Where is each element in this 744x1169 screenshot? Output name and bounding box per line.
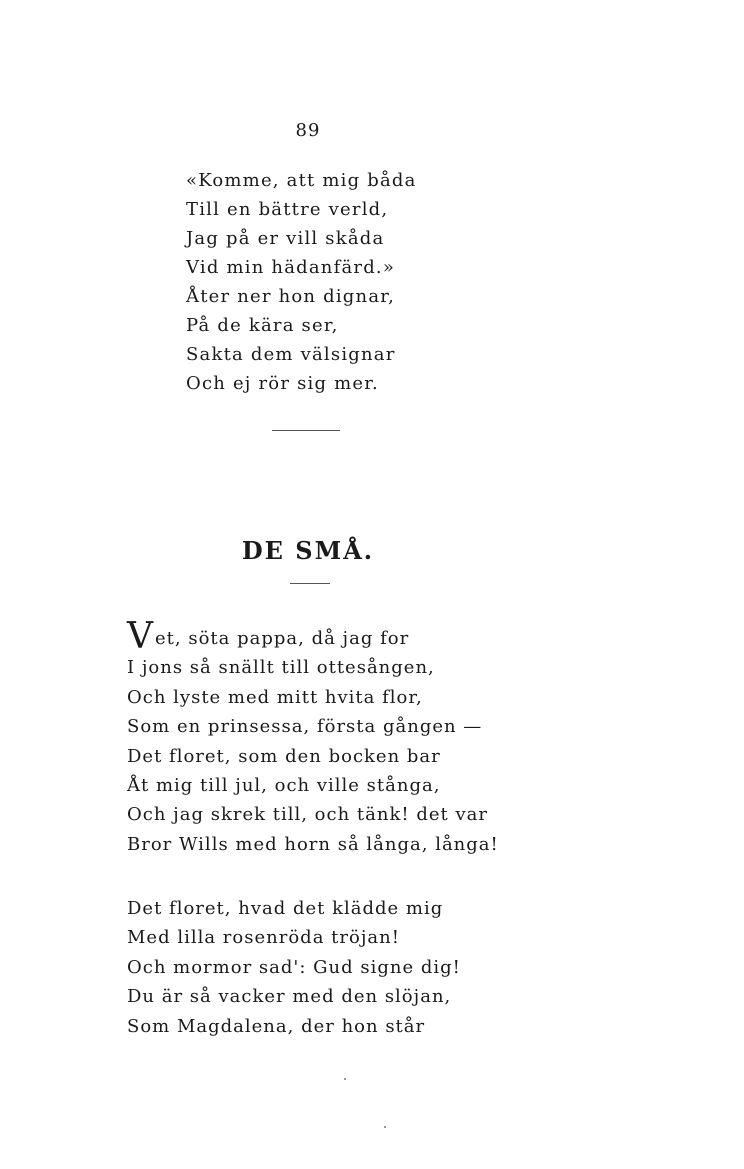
verse-line: Åter ner hon dignar, [186, 286, 396, 307]
drop-cap: V [127, 616, 154, 657]
verse-line: Åt mig till jul, och ville stånga, [127, 775, 441, 797]
verse-line: Jag på er vill skåda [186, 228, 385, 249]
verse-line: Med lilla rosenröda tröjan! [127, 927, 400, 949]
verse-line: På de kära ser, [186, 315, 339, 336]
verse-line-first [127, 616, 499, 657]
paper-speck [384, 1126, 386, 1128]
paper-speck [344, 1078, 346, 1080]
page-number: 89 [295, 120, 321, 141]
verse-line: Det floret, hvad det klädde mig [127, 898, 444, 919]
verse-line: «Komme, att mig båda [186, 170, 417, 191]
verse-line: Som en prinsessa, första gången — [127, 716, 483, 738]
verse-line: I jons så snällt till ottesången, [127, 657, 435, 679]
verse-line: Sakta dem välsignar [186, 344, 396, 365]
verse-line: Och lyste med mitt hvita flor, [127, 686, 423, 708]
previous-poem-stanza [186, 166, 417, 398]
title-divider [290, 583, 330, 584]
first-line-text: et, söta pappa, då jag for [155, 628, 410, 649]
verse-line: Till en bättre verld, [186, 199, 389, 220]
section-divider [272, 430, 340, 431]
verse-line: Bror Wills med horn så långa, långa! [127, 833, 499, 855]
poem-title: DE SMÅ. [241, 536, 375, 565]
verse-line: Som Magdalena, der hon står [127, 1015, 426, 1037]
verse-line: Och ej rör sig mer. [186, 373, 379, 394]
verse-line: Och jag skrek till, och tänk! det var [127, 804, 488, 826]
verse-line: Och mormor sad': Gud signe dig! [127, 956, 461, 978]
verse-line: Du är så vacker med den slöjan, [127, 986, 452, 1008]
verse-line: Vid min hädanfärd.» [186, 257, 396, 278]
poem-stanza-2 [127, 894, 461, 1041]
poem-stanza-1 [127, 616, 499, 859]
verse-line: Det floret, som den bocken bar [127, 745, 441, 767]
